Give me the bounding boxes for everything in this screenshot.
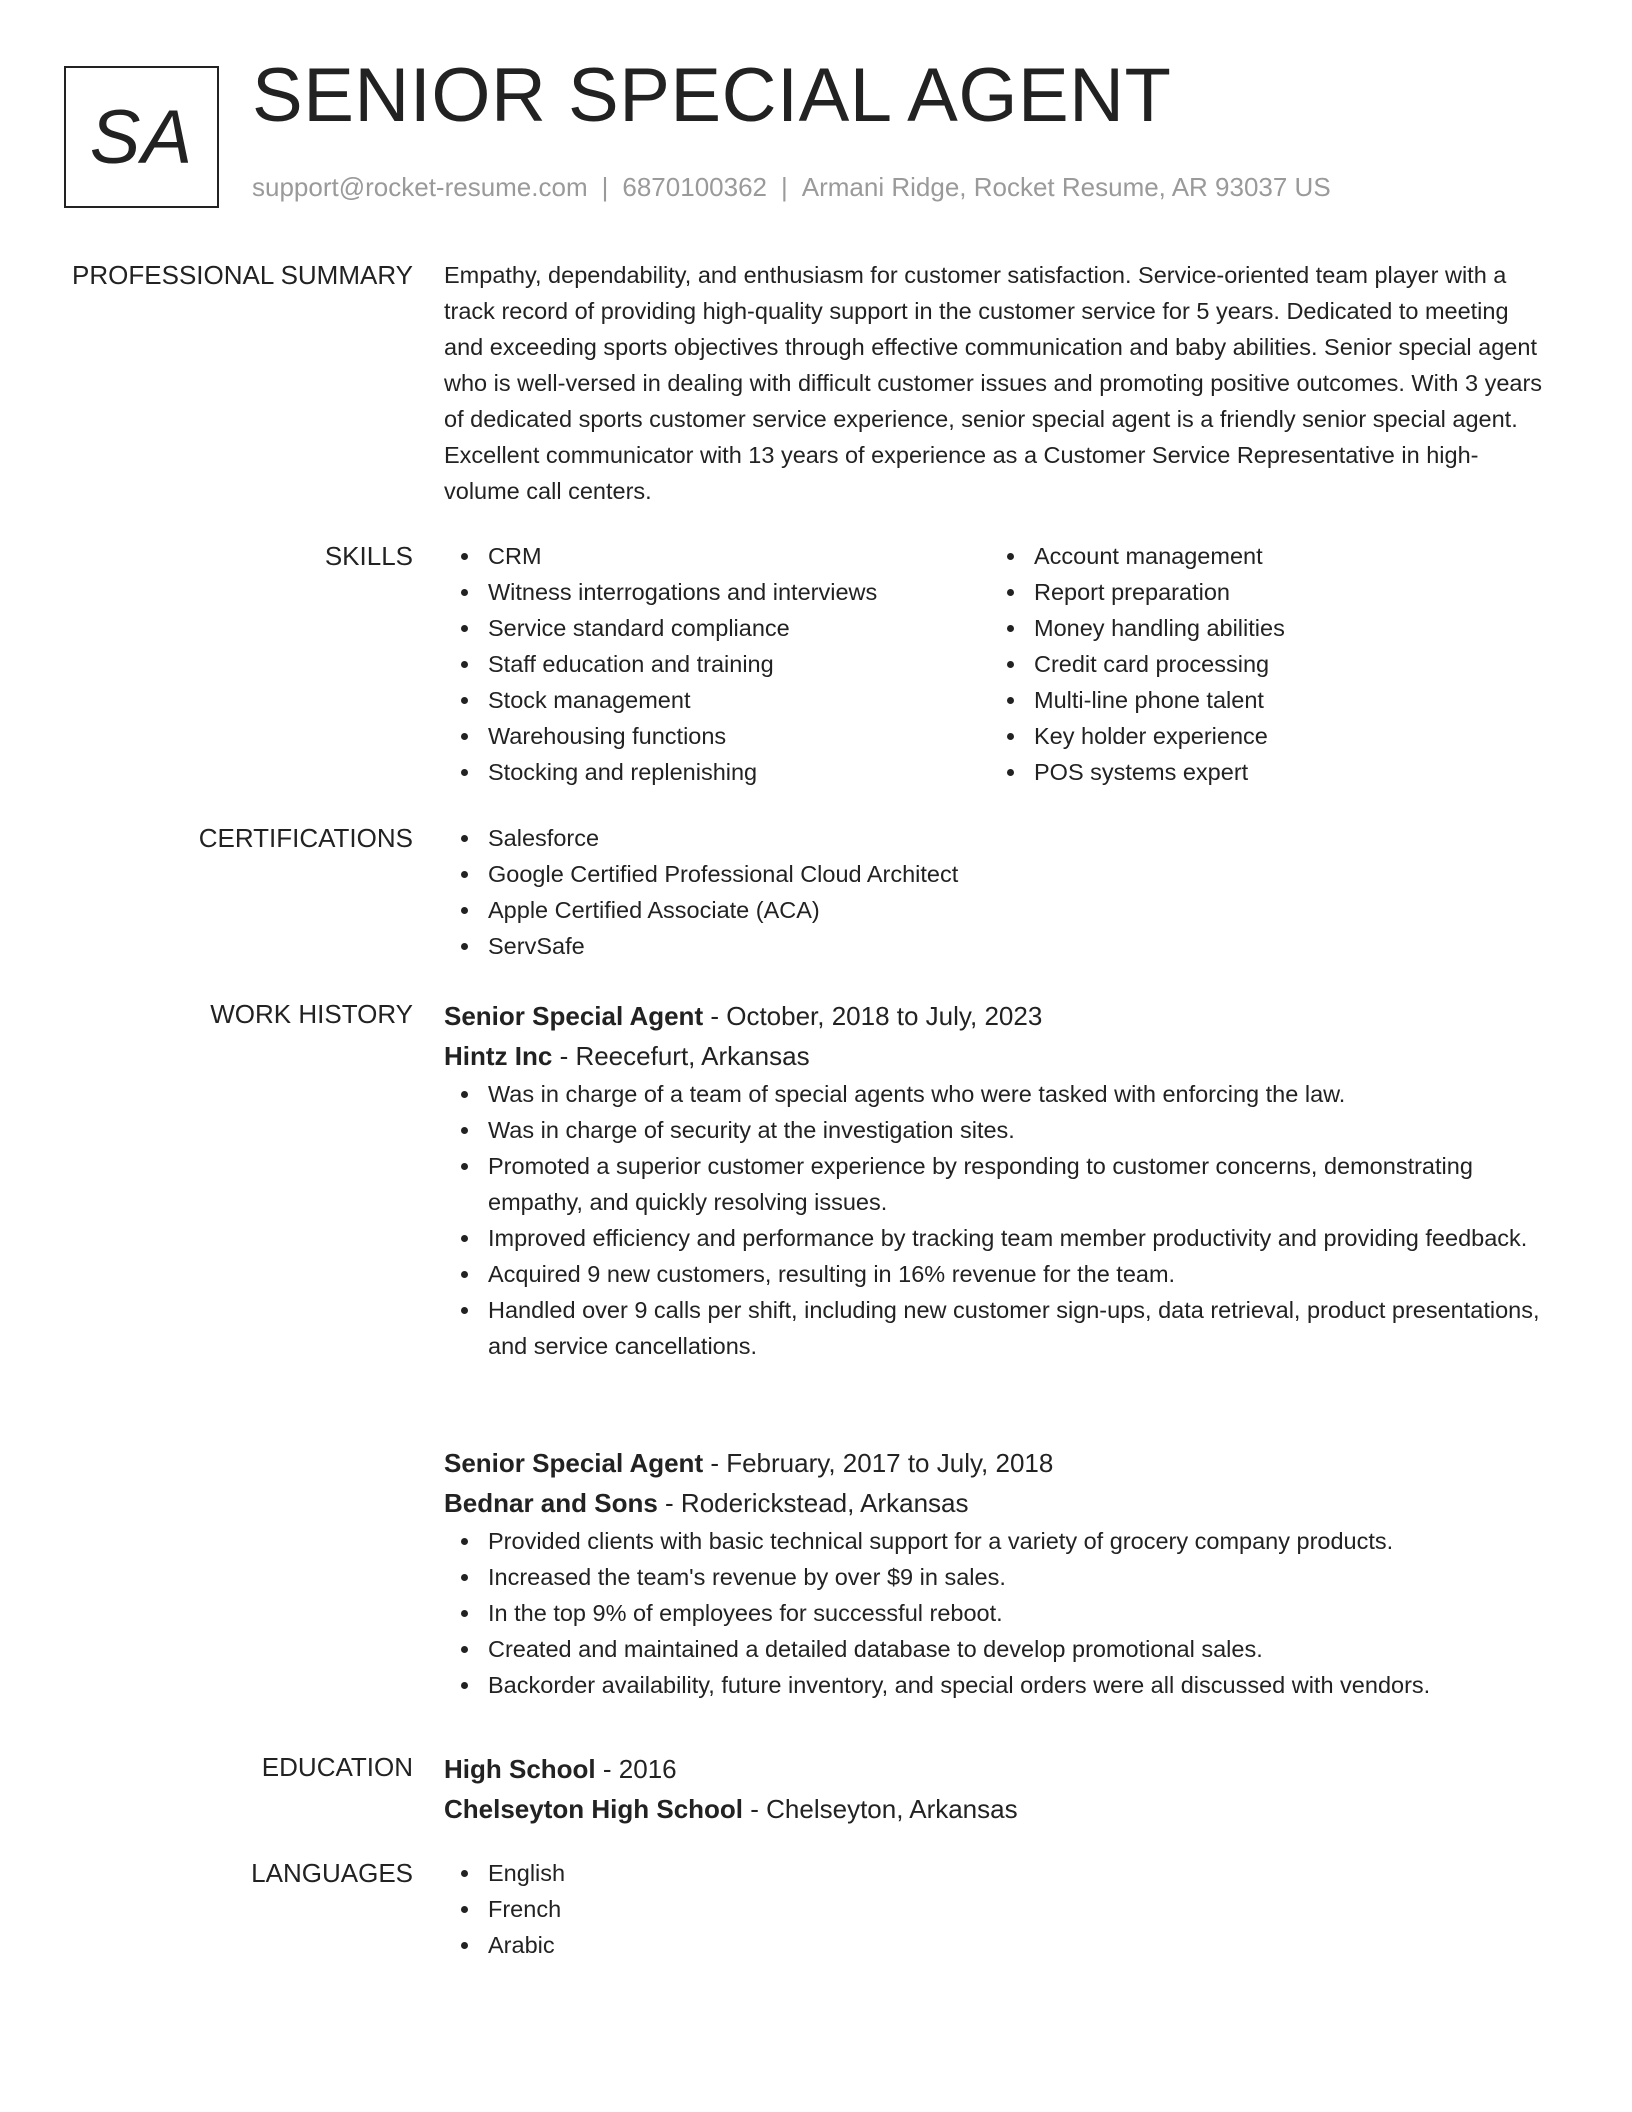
list-item: Was in charge of security at the investigation sites.	[444, 1112, 1544, 1148]
list-item: Staff education and training	[444, 646, 990, 682]
skills-list-right	[990, 538, 1536, 790]
list-item: Credit card processing	[990, 646, 1536, 682]
list-item: Increased the team's revenue by over $9 in sales.	[444, 1559, 1544, 1595]
list-item: Handled over 9 calls per shift, including new customer sign-ups, data retrieval, product presentations, and service cancellations.	[444, 1292, 1544, 1364]
languages-body	[444, 1855, 1544, 1963]
education-body	[444, 1749, 1544, 1829]
list-item: POS systems expert	[990, 754, 1536, 790]
contact-separator: |	[601, 172, 609, 202]
job-company-line	[444, 1483, 1544, 1523]
list-item: Was in charge of a team of special agents who were tasked with enforcing the law.	[444, 1076, 1544, 1112]
job-location: - Roderickstead, Arkansas	[657, 1488, 969, 1518]
languages-list	[444, 1855, 1544, 1963]
section-label-education: EDUCATION	[261, 1752, 413, 1782]
section-label-languages: LANGUAGES	[251, 1858, 413, 1888]
education-school-line	[444, 1789, 1544, 1829]
job-company-line	[444, 1036, 1544, 1076]
list-item: Acquired 9 new customers, resulting in 16% revenue for the team.	[444, 1256, 1544, 1292]
list-item: Key holder experience	[990, 718, 1536, 754]
job-entry	[444, 1443, 1544, 1703]
job-title-line	[444, 996, 1544, 1036]
job-title: Senior Special Agent	[444, 1001, 704, 1031]
job-dates: - February, 2017 to July, 2018	[703, 1448, 1054, 1478]
list-item: Google Certified Professional Cloud Architect	[444, 856, 1544, 892]
work-history-body-2	[444, 1443, 1544, 1703]
certifications-list	[444, 820, 1544, 964]
list-item: In the top 9% of employees for successful reboot.	[444, 1595, 1544, 1631]
list-item: Backorder availability, future inventory, and special orders were all discussed with vendors.	[444, 1667, 1544, 1703]
contact-phone[interactable]: 6870100362	[622, 172, 767, 202]
contact-address: Armani Ridge, Rocket Resume, AR 93037 US	[801, 172, 1331, 202]
list-item: Witness interrogations and interviews	[444, 574, 990, 610]
summary-body	[444, 257, 1544, 509]
list-item: English	[444, 1855, 1544, 1891]
education-school: Chelseyton High School	[444, 1794, 744, 1824]
certifications-body	[444, 820, 1544, 964]
skills-list-left	[444, 538, 990, 790]
job-bullet-list	[444, 1523, 1544, 1703]
work-history-body	[444, 996, 1544, 1364]
list-item: Account management	[990, 538, 1536, 574]
skills-body	[444, 538, 1544, 790]
list-item: Stock management	[444, 682, 990, 718]
job-bullet-list	[444, 1076, 1544, 1364]
contact-line	[252, 174, 1331, 200]
job-title-line	[444, 1443, 1544, 1483]
list-item: Arabic	[444, 1927, 1544, 1963]
job-entry	[444, 996, 1544, 1364]
education-year: - 2016	[595, 1754, 677, 1784]
contact-email[interactable]: support@rocket-resume.com	[252, 172, 588, 202]
education-degree: High School	[444, 1754, 596, 1784]
contact-separator: |	[781, 172, 788, 202]
job-company: Bednar and Sons	[444, 1488, 658, 1518]
list-item: Warehousing functions	[444, 718, 990, 754]
section-label-summary: PROFESSIONAL SUMMARY	[72, 260, 413, 290]
job-location: - Reecefurt, Arkansas	[552, 1041, 810, 1071]
list-item: Salesforce	[444, 820, 1544, 856]
summary-text: Empathy, dependability, and enthusiasm for customer satisfaction. Service-oriented team player with a track record of providing high-quality support in the customer service for 5 years. Dedicated to meeting and exceeding sports objectives through effective communication and baby abilities. Senior special agent who is well-versed in dealing with difficult customer issues and promoting positive outcomes. With 3 years of dedicated sports customer service experience, senior special agent is a friendly senior special agent. Excellent communicator with 13 years of experience as a Customer Service Representative in high-volume call centers.	[444, 262, 1543, 504]
list-item: Created and maintained a detailed database to develop promotional sales.	[444, 1631, 1544, 1667]
list-item: Multi-line phone talent	[990, 682, 1536, 718]
section-label-work-history: WORK HISTORY	[210, 999, 413, 1029]
list-item: Improved efficiency and performance by tracking team member productivity and providing feedback.	[444, 1220, 1544, 1256]
list-item: Report preparation	[990, 574, 1536, 610]
list-item: Provided clients with basic technical support for a variety of grocery company products.	[444, 1523, 1544, 1559]
monogram-box: SA	[64, 66, 219, 208]
resume-name: SENIOR SPECIAL AGENT	[252, 53, 1172, 138]
education-location: - Chelseyton, Arkansas	[743, 1794, 1018, 1824]
list-item: ServSafe	[444, 928, 1544, 964]
list-item: Stocking and replenishing	[444, 754, 990, 790]
list-item: French	[444, 1891, 1544, 1927]
education-degree-line	[444, 1749, 1544, 1789]
job-title: Senior Special Agent	[444, 1448, 704, 1478]
section-label-certifications: CERTIFICATIONS	[198, 823, 413, 853]
list-item: CRM	[444, 538, 990, 574]
job-dates: - October, 2018 to July, 2023	[703, 1001, 1043, 1031]
job-company: Hintz Inc	[444, 1041, 553, 1071]
list-item: Promoted a superior customer experience by responding to customer concerns, demonstrating empathy, and quickly resolving issues.	[444, 1148, 1544, 1220]
list-item: Money handling abilities	[990, 610, 1536, 646]
list-item: Service standard compliance	[444, 610, 990, 646]
section-label-skills: SKILLS	[324, 541, 413, 571]
list-item: Apple Certified Associate (ACA)	[444, 892, 1544, 928]
